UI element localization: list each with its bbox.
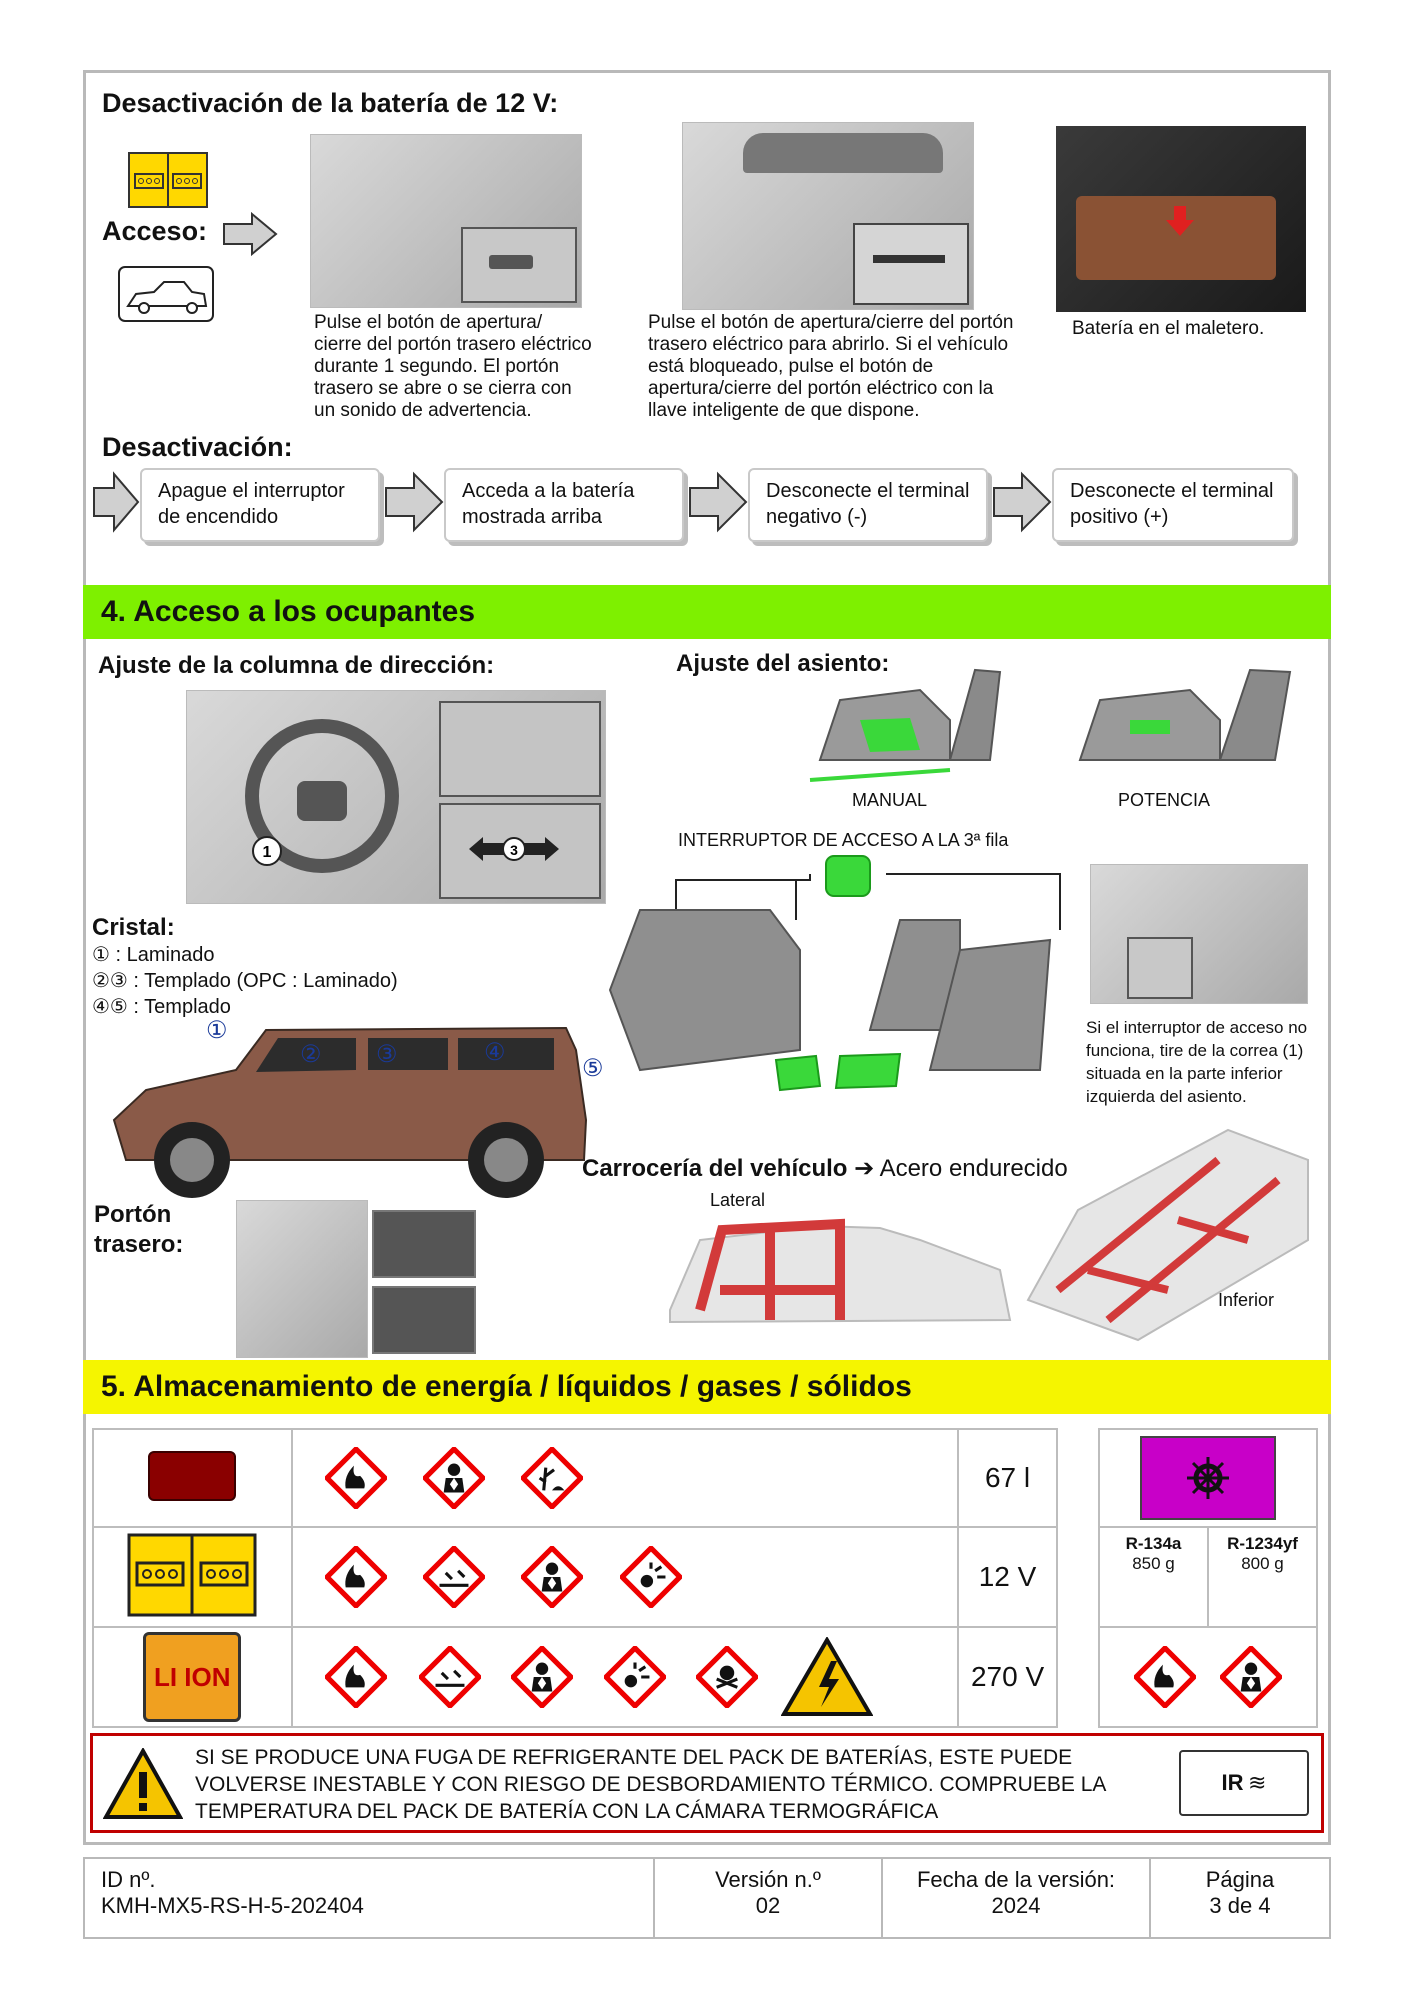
window-mark-4: ④ (484, 1039, 506, 1066)
glass-item: ④⑤ : Templado (92, 996, 231, 1018)
third-row-note: Si el interruptor de acceso no funciona, tire de la correa (1) situada en la parte inferior izquierda del asiento. (1086, 1018, 1308, 1106)
refrigerant-1-amount: 850 g (1132, 1554, 1175, 1573)
tailgate-heading: Portón trasero: (94, 1201, 184, 1258)
thermal-warning-text: SI SE PRODUCE UNA FUGA DE REFRIGERANTE DEL PACK DE BATERÍAS, ESTE PUEDE VOLVERSE INESTABLE Y CON RIESGO DE DESBORDAMIENTO TÉRMICO. COMPRUEBE LA TEMPERATURA DEL PACK DE BATERÍA CON LA CÁMARA TERMOGRÁFICA (195, 1746, 1106, 1823)
deactivation-label: Desactivación: (102, 432, 293, 462)
window-mark-2: ② (300, 1041, 322, 1068)
body-inferior-label: Inferior (1218, 1290, 1275, 1310)
ir-label: IR (1221, 1770, 1244, 1795)
flow-step-3: Desconecte el terminal negativo (-) (748, 468, 988, 542)
body-heading: Carrocería del vehículo (582, 1155, 848, 1182)
ac-refrigerant-icon (1140, 1436, 1276, 1520)
tailgate-photo (236, 1200, 368, 1358)
body-line (582, 1154, 1068, 1183)
third-row-seats-image (600, 850, 1070, 1120)
flammable-icon (325, 1546, 387, 1608)
flammable-icon (325, 1447, 387, 1509)
glass-heading: Cristal: (92, 914, 175, 941)
manual-seat-image (800, 660, 1030, 790)
flammable-icon (325, 1646, 387, 1708)
third-row-strap-photo (1090, 864, 1308, 1004)
health-hazard-icon (511, 1646, 573, 1708)
body-underside-structure-image (1018, 1120, 1318, 1350)
flow-step-2: Acceda a la batería mostrada arriba (444, 468, 684, 542)
battery-12v-icon (128, 152, 208, 208)
glass-item: ① : Laminado (92, 944, 215, 966)
health-hazard-icon (1220, 1646, 1282, 1708)
section-5-title: 5. Almacenamiento de energía / líquidos / gases / sólidos (83, 1360, 1331, 1414)
corrosive-icon (419, 1646, 481, 1708)
seat-heading: Ajuste del asiento: (676, 650, 890, 677)
window-mark-1: ① (206, 1017, 228, 1044)
12v-battery-row (93, 1527, 1057, 1627)
tailgate-button-photo (310, 134, 582, 308)
battery-12v-large-icon (127, 1533, 257, 1617)
tailgate-handle-photo (372, 1286, 476, 1354)
thermal-warning-box (90, 1733, 1324, 1833)
health-hazard-icon (423, 1447, 485, 1509)
tailgate-switch-photo (372, 1210, 476, 1278)
power-seat-image (1060, 660, 1308, 790)
hazard-table (92, 1428, 1058, 1728)
access-arrow-icon (222, 212, 278, 256)
doc-id-value: KMH-MX5-RS-H-5-202404 (101, 1893, 364, 1918)
vehicle-side-image (106, 1010, 606, 1210)
explosive-icon (620, 1546, 682, 1608)
document-footer (83, 1857, 1331, 1939)
li-ion-battery-icon: LI ION (143, 1632, 241, 1722)
third-row-label: INTERRUPTOR DE ACCESO A LA 3ª fila (678, 830, 1009, 850)
section-4-title: 4. Acceso a los ocupantes (83, 585, 1331, 639)
steering-heading: Ajuste de la columna de dirección: (98, 652, 495, 679)
step1-text: Pulse el botón de apertura/ cierre del portón trasero eléctrico durante 1 segundo. El portón trasero se abre o se cierra con un sonido de advertencia. (314, 312, 592, 421)
seat-power-label: POTENCIA (1118, 790, 1211, 810)
step3-text: Batería en el maletero. (1072, 318, 1265, 339)
flow-arrow-icon (92, 470, 140, 534)
callout-3-text: 3 (510, 842, 518, 858)
window-mark-3: ③ (376, 1041, 398, 1068)
trunk-car-icon (118, 266, 214, 322)
step2-text: Pulse el botón de apertura/cierre del portón trasero eléctrico para abrirlo. Si el vehículo está bloqueado, pulse el botón de apertura/cierre del portón eléctrico con la llave inteligente de que dispone. (648, 312, 1014, 421)
flow-arrow-icon (688, 470, 748, 534)
version-label: Versión n.º (715, 1867, 821, 1892)
fuel-value: 67 l (958, 1429, 1057, 1527)
fuel-tank-icon (148, 1451, 236, 1501)
flammable-icon (1134, 1646, 1196, 1708)
refrigerant-1-name: R-134a (1125, 1534, 1182, 1553)
thermal-camera-icon: IR ≋ (1179, 1750, 1309, 1816)
flow-arrow-icon (384, 470, 444, 534)
li-ion-row (93, 1627, 1057, 1727)
refrigerant-table (1098, 1428, 1318, 1728)
page-label: Página (1205, 1867, 1275, 1892)
body-material: Acero endurecido (879, 1155, 1068, 1182)
health-hazard-icon (521, 1546, 583, 1608)
version-date-value: 2024 (991, 1893, 1041, 1918)
callout-1-text: 1 (262, 844, 272, 861)
version-date-label: Fecha de la versión: (916, 1867, 1116, 1892)
refrigerant-2-name: R-1234yf (1227, 1534, 1298, 1553)
body-lateral-label: Lateral (710, 1190, 766, 1210)
glass-item: ②③ : Templado (OPC : Laminado) (92, 970, 398, 992)
seat-manual-label: MANUAL (852, 790, 928, 810)
right-arrow-icon: ➔ (854, 1155, 880, 1182)
version-value: 02 (755, 1893, 781, 1918)
fuel-row (93, 1429, 1057, 1527)
toxic-skull-icon (696, 1646, 758, 1708)
refrigerant-2-amount: 800 g (1241, 1554, 1284, 1573)
flow-arrow-icon (992, 470, 1052, 534)
high-voltage-icon (781, 1637, 873, 1717)
battery-12v-value: 12 V (958, 1527, 1057, 1627)
tailgate-open-photo (682, 122, 974, 310)
access-label: Acceso: (102, 216, 208, 246)
window-mark-5: ⑤ (582, 1055, 604, 1082)
body-side-structure-image (660, 1210, 1020, 1340)
flow-step-4: Desconecte el terminal positivo (+) (1052, 468, 1294, 542)
steering-column-photo (186, 690, 606, 904)
battery-trunk-photo (1056, 126, 1306, 312)
flow-step-1: Apague el interruptor de encendido (140, 468, 380, 542)
page-value: 3 de 4 (1209, 1893, 1271, 1918)
corrosive-icon (423, 1546, 485, 1608)
li-ion-value: 270 V (958, 1627, 1057, 1727)
environment-hazard-icon (521, 1447, 583, 1509)
battery-heading: Desactivación de la batería de 12 V: (102, 88, 559, 118)
warning-triangle-icon (103, 1748, 183, 1820)
glass-list (92, 942, 398, 1020)
explosive-icon (604, 1646, 666, 1708)
doc-id-label: ID nº. (101, 1867, 156, 1892)
